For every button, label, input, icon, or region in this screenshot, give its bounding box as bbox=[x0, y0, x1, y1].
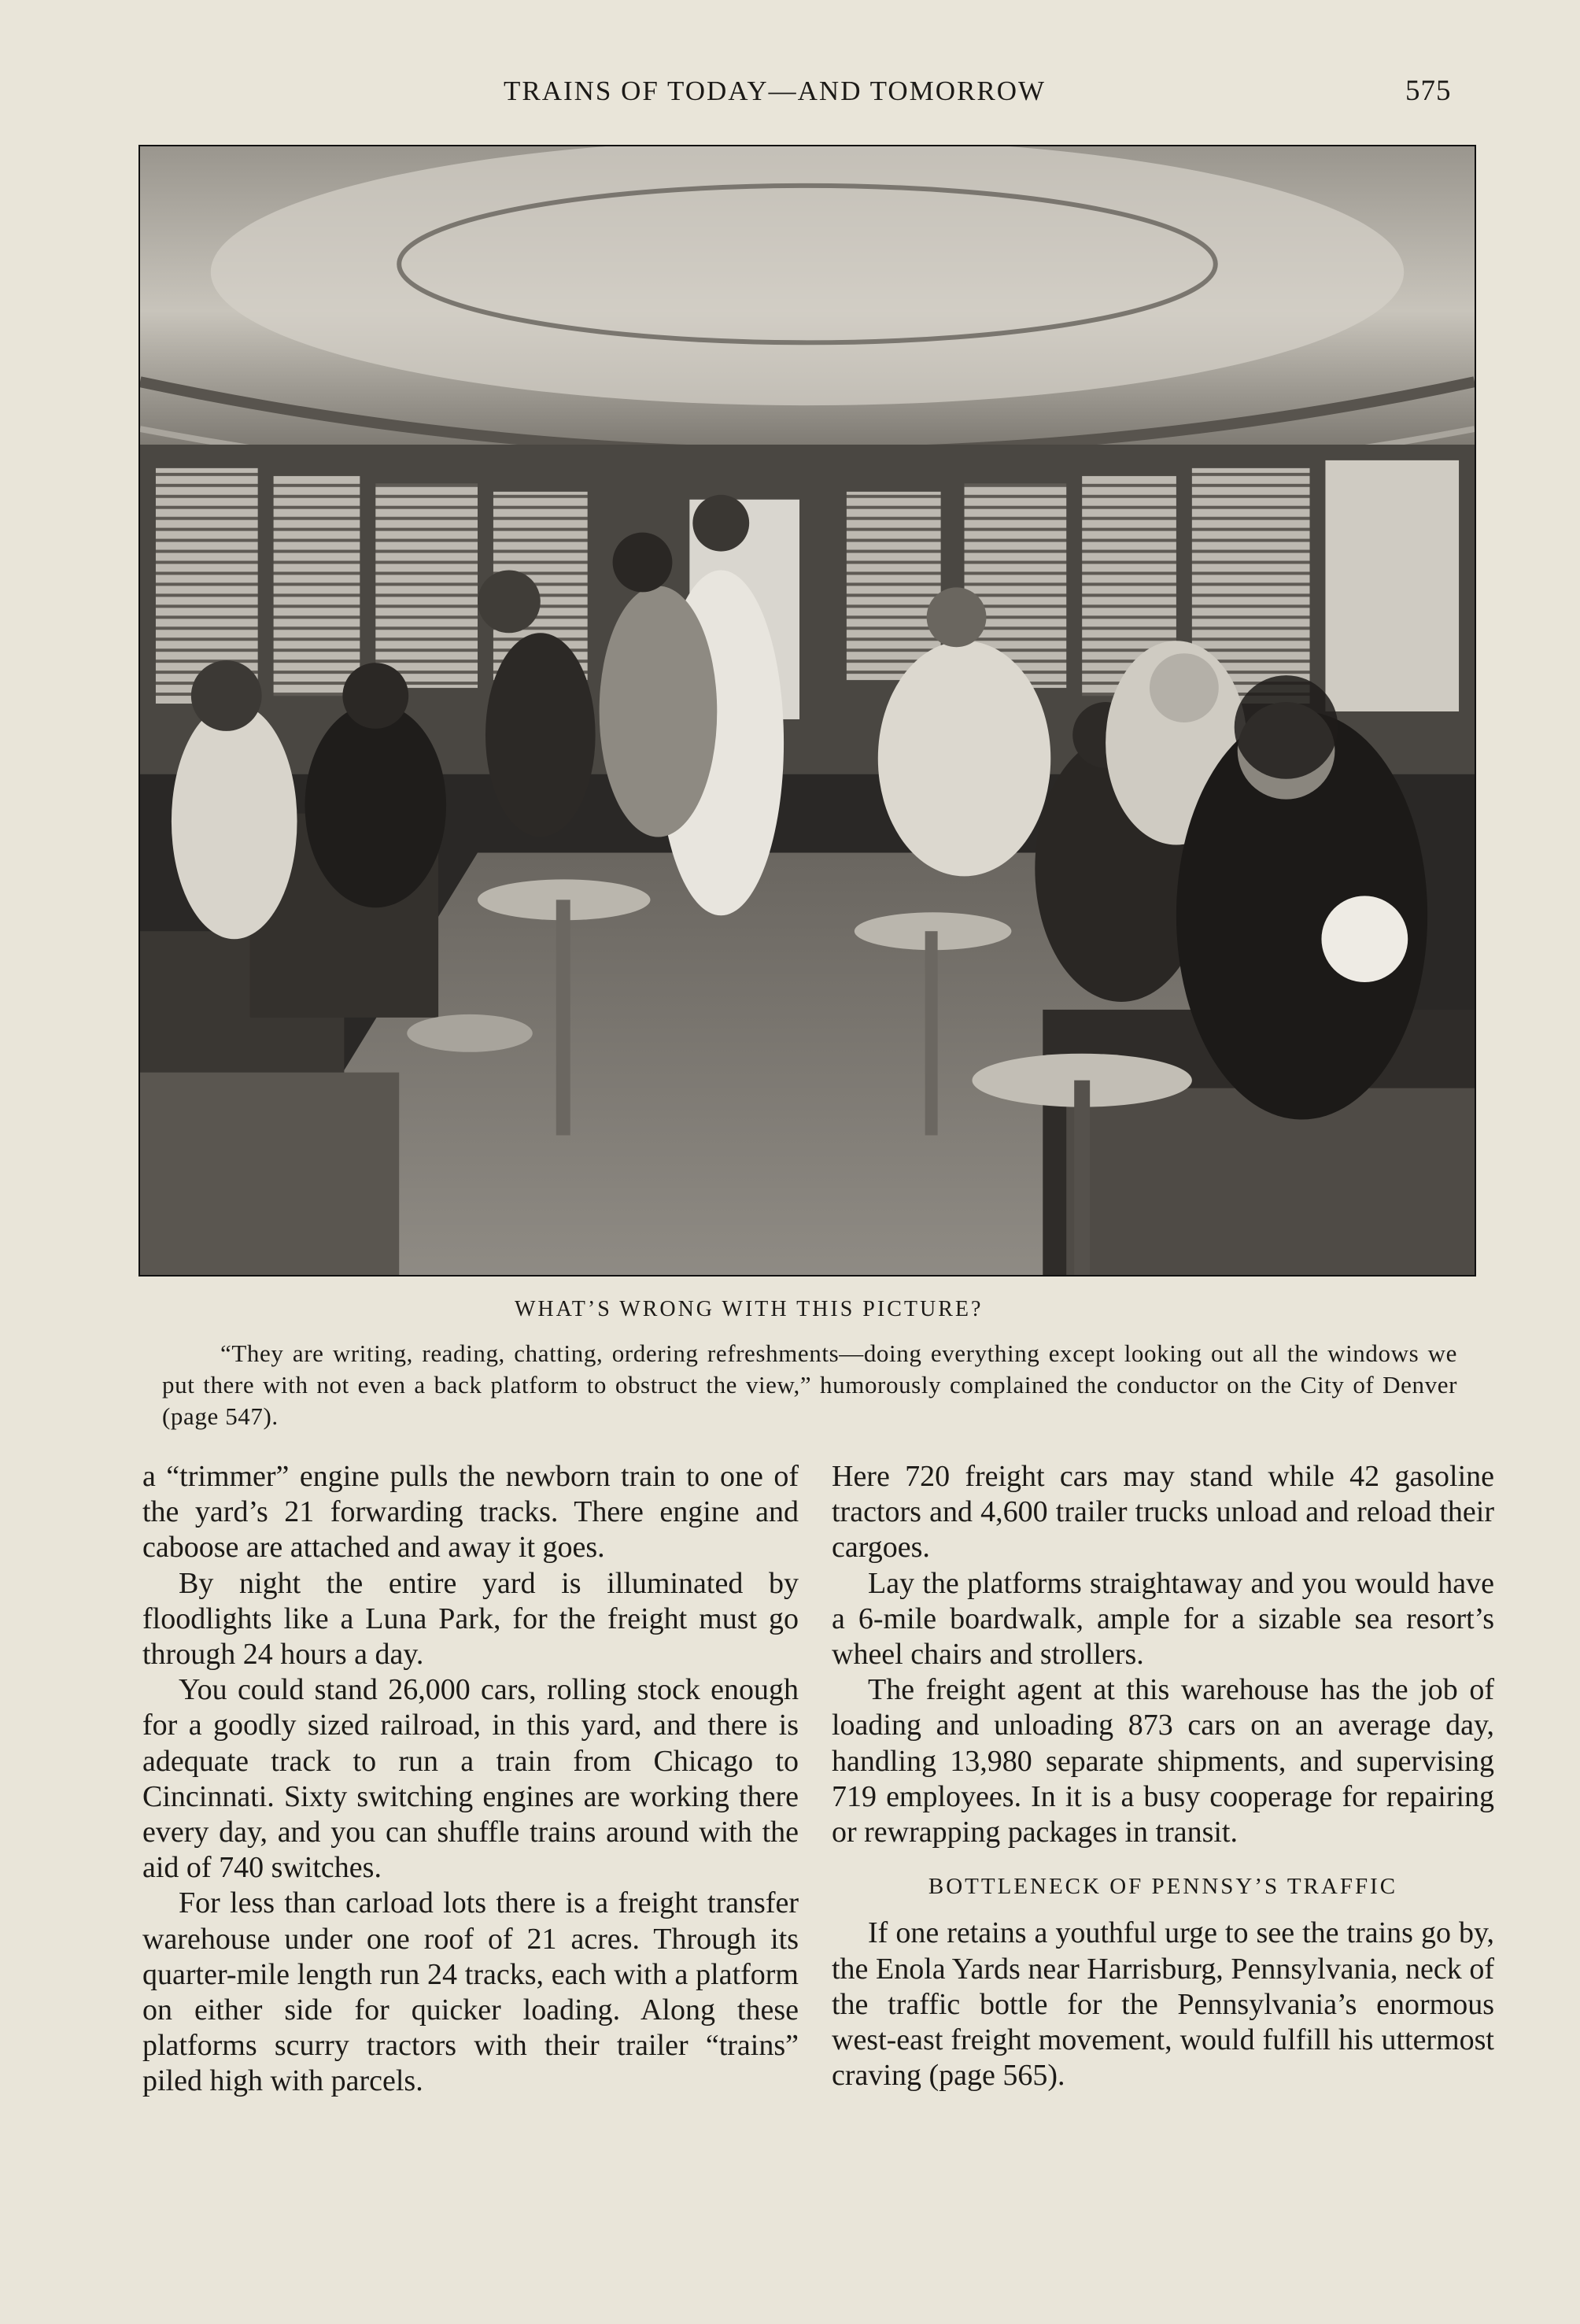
paragraph: Lay the platforms straightaway and you would have a 6-mile boardwalk, ample for a sizable sea resort’s wheel chairs and strollers. bbox=[832, 1566, 1494, 1672]
photo-illustration bbox=[140, 146, 1475, 1275]
paragraph: You could stand 26,000 cars, rolling stock enough for a goodly sized railroad, in this yard, and there is adequate track to run a train from Chicago to Cincinnati. Sixty switching engines are working there every day, and you can shuffle trains around with the aid of 740 switches. bbox=[142, 1673, 799, 1885]
paragraph: For less than carload lots there is a freight transfer warehouse under one roof of 21 acres. Through its quarter-mile length run 24 tracks, each with a platform on either side for quicker loading. Along these platforms scurry tractors with their trailer “trains” piled high with parcels. bbox=[142, 1886, 799, 2098]
paragraph: Here 720 freight cars may stand while 42 gasoline tractors and 4,600 trailer trucks unload and reload their cargoes. bbox=[832, 1460, 1494, 1565]
paragraph: a “trimmer” engine pulls the newborn train to one of the yard’s 21 forwarding tracks. There engine and caboose are attached and away it goes. bbox=[142, 1460, 799, 1565]
section-subheading: BOTTLENECK OF PENNSY’S TRAFFIC bbox=[928, 1874, 1398, 1900]
running-head: TRAINS OF TODAY—AND TOMORROW bbox=[504, 76, 1047, 106]
paragraph: The freight agent at this warehouse has the job of loading and unloading 873 cars on an average day, handling 13,980 separate shipments, and supervising 719 employees. In it is a busy cooperage for repairing or rewrapping packages in transit. bbox=[832, 1673, 1494, 1849]
observation-car-photograph bbox=[138, 145, 1476, 1277]
paragraph: If one retains a youthful urge to see the trains go by, the Enola Yards near Harrisburg, Pennsylvania, neck of the traffic bottle for the Pennsylvania’s enormous west-east freight movement, would fulfill his uttermost craving (page 565). bbox=[832, 1916, 1494, 2093]
paragraph: By night the entire yard is illuminated by floodlights like a Luna Park, for the freight must go through 24 hours a day. bbox=[142, 1566, 799, 1672]
left-column bbox=[142, 1459, 799, 2100]
right-column bbox=[832, 1459, 1494, 2093]
page-number: 575 bbox=[1405, 75, 1452, 107]
caption-text: “They are writing, reading, chatting, ordering refreshments—doing everything except looking out all the windows we put there with not even a back platform to obstruct the view,” humorously complained the conductor on the City of Denver (page 547). bbox=[162, 1339, 1457, 1430]
caption-title: WHAT’S WRONG WITH THIS PICTURE? bbox=[515, 1297, 984, 1321]
